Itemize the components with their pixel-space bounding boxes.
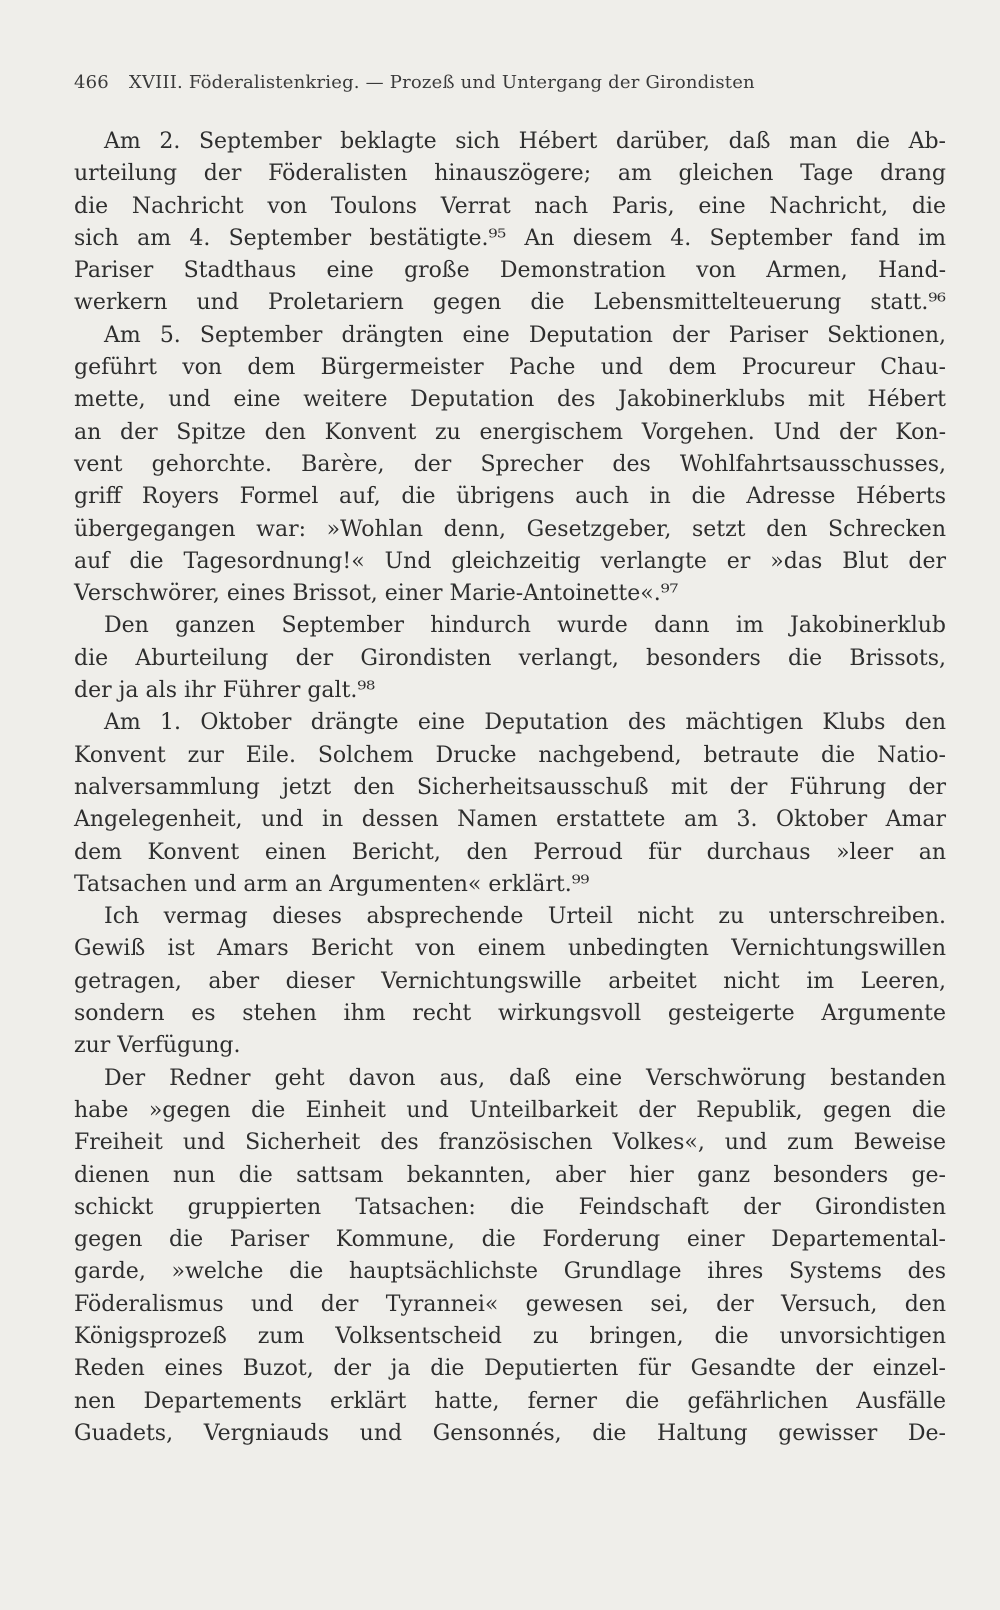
- text-line: Der Redner geht davon aus, daß eine Verschwörung bestanden: [104, 1065, 946, 1091]
- text-line: Ich vermag dieses absprechende Urteil nicht zu unterschreiben.: [104, 904, 946, 930]
- text-line: die Aburteilung der Girondisten verlangt, besonders die Brissots,: [74, 645, 946, 671]
- text-line: getragen, aber dieser Vernichtungswille arbeitet nicht im Leeren,: [74, 968, 946, 994]
- text-line: Am 1. Oktober drängte eine Deputation des mächtigen Klubs den: [104, 710, 946, 736]
- text-line: geführt von dem Bürgermeister Pache und dem Procureur Chau-: [74, 355, 946, 381]
- text-line: der ja als ihr Führer galt.⁹⁸: [74, 678, 376, 704]
- text-line: Am 5. September drängten eine Deputation der Pariser Sektionen,: [104, 322, 946, 348]
- text-line: habe »gegen die Einheit und Unteilbarkeit der Republik, gegen die: [74, 1097, 946, 1123]
- text-line: zur Verfügung.: [74, 1033, 241, 1059]
- text-line: Tatsachen und arm an Argumenten« erklärt.⁹⁹: [74, 871, 590, 897]
- text-line: Freiheit und Sicherheit des französischen Volkes«, und zum Beweise: [74, 1130, 946, 1156]
- page-number: 466: [74, 72, 109, 93]
- text-line: nalversammlung jetzt den Sicherheitsausschuß mit der Führung der: [74, 774, 946, 800]
- text-line: Angelegenheit, und in dessen Namen erstattete am 3. Oktober Amar: [74, 807, 946, 833]
- text-line: mette, und eine weitere Deputation des Jakobinerklubs mit Hébert: [74, 387, 946, 413]
- text-line: garde, »welche die hauptsächlichste Grundlage ihres Systems des: [74, 1259, 946, 1285]
- text-line: gegen die Pariser Kommune, die Forderung einer Departemental-: [74, 1227, 946, 1253]
- text-line: griff Royers Formel auf, die übrigens auch in die Adresse Héberts: [74, 484, 946, 510]
- text-line: Am 2. September beklagte sich Hébert darüber, daß man die Ab-: [104, 129, 946, 154]
- text-line: Konvent zur Eile. Solchem Drucke nachgebend, betraute die Natio-: [74, 742, 946, 768]
- text-line: Gewiß ist Amars Bericht von einem unbedingten Vernichtungswillen: [74, 936, 946, 962]
- text-line: die Nachricht von Toulons Verrat nach Paris, eine Nachricht, die: [74, 193, 946, 219]
- body-text: [74, 126, 946, 1450]
- text-line: sich am 4. September bestätigte.⁹⁵ An diesem 4. September fand im: [74, 225, 946, 251]
- text-line: Pariser Stadthaus eine große Demonstration von Armen, Hand-: [74, 258, 946, 284]
- text-line: urteilung der Föderalisten hinauszögere; am gleichen Tage drang: [74, 161, 946, 187]
- text-line: vent gehorchte. Barère, der Sprecher des Wohlfahrtsausschusses,: [74, 451, 946, 477]
- text-line: dienen nun die sattsam bekannten, aber hier ganz besonders ge-: [74, 1162, 946, 1188]
- text-line: Verschwörer, eines Brissot, einer Marie-Antoinette«.⁹⁷: [74, 581, 679, 607]
- text-line: Reden eines Buzot, der ja die Deputierten für Gesandte der einzel-: [74, 1356, 946, 1382]
- text-line: werkern und Proletariern gegen die Lebensmittelteuerung statt.⁹⁶: [74, 290, 946, 316]
- text-line: übergegangen war: »Wohlan denn, Gesetzgeber, setzt den Schrecken: [74, 516, 946, 542]
- text-line: Guadets, Vergniauds und Gensonnés, die Haltung gewisser De-: [74, 1420, 946, 1446]
- text-line: an der Spitze den Konvent zu energischem Vorgehen. Und der Kon-: [74, 419, 946, 445]
- text-line: dem Konvent einen Bericht, den Perroud für durchaus »leer an: [74, 839, 946, 865]
- text-line: Föderalismus und der Tyrannei« gewesen sei, der Versuch, den: [74, 1291, 946, 1317]
- running-head: [74, 72, 934, 93]
- chapter-title: XVIII. Föderalistenkrieg. — Prozeß und Untergang der Girondisten: [128, 72, 755, 93]
- text-line: Den ganzen September hindurch wurde dann im Jakobinerklub: [104, 613, 946, 639]
- text-line: schickt gruppierten Tatsachen: die Feindschaft der Girondisten: [74, 1194, 946, 1220]
- text-line: sondern es stehen ihm recht wirkungsvoll gesteigerte Argumente: [74, 1001, 946, 1027]
- text-line: Königsprozeß zum Volksentscheid zu bringen, die unvorsichtigen: [74, 1323, 946, 1349]
- text-line: nen Departements erklärt hatte, ferner die gefährlichen Ausfälle: [74, 1388, 946, 1414]
- text-line: auf die Tagesordnung!« Und gleichzeitig verlangte er »das Blut der: [74, 548, 946, 574]
